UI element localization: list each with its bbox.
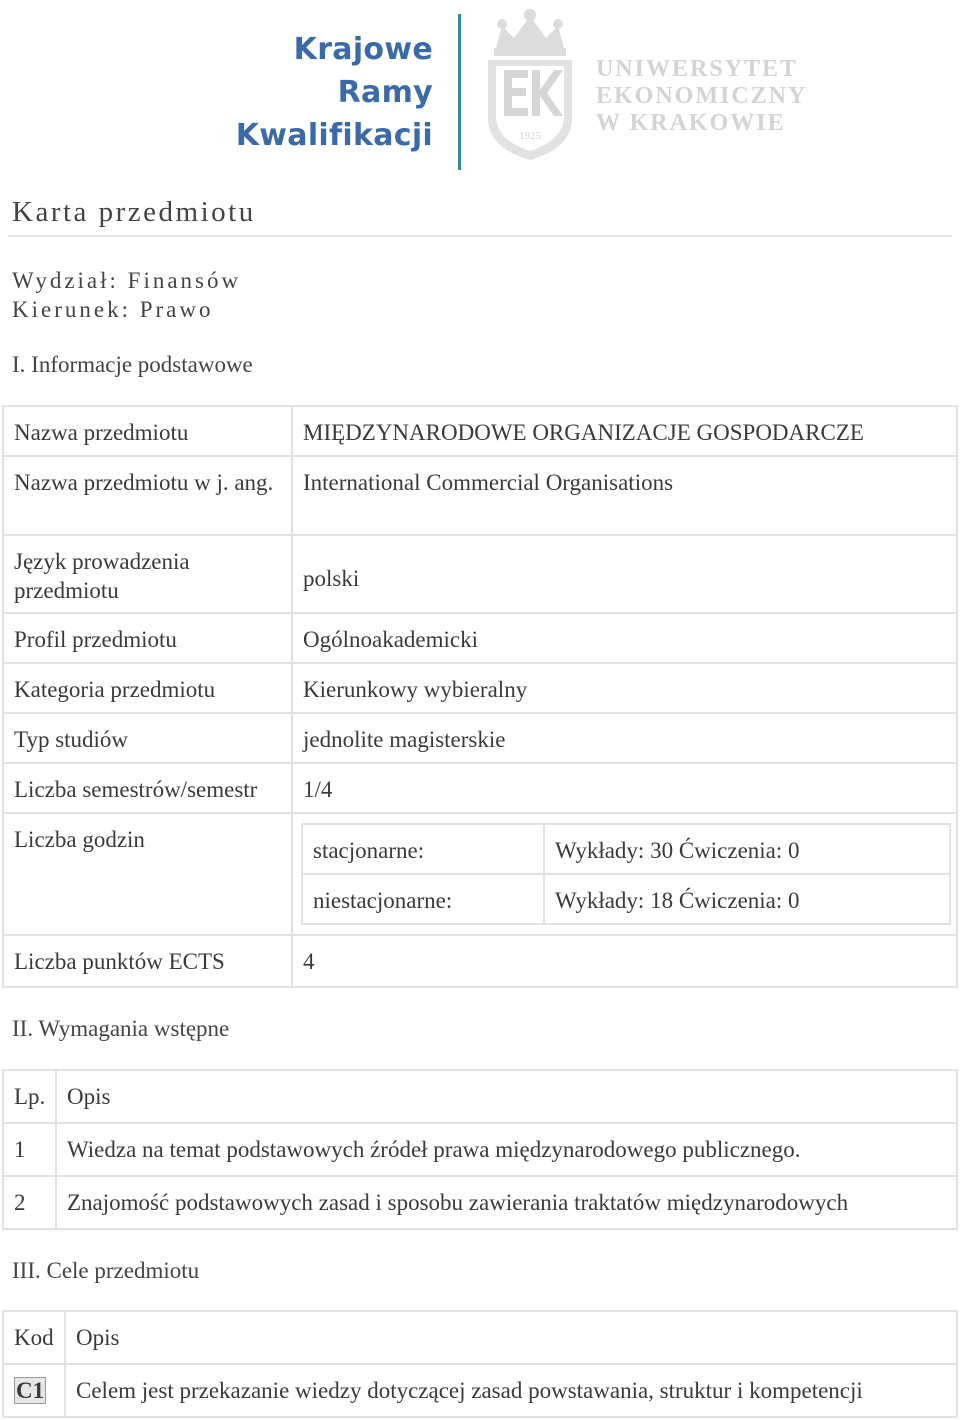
- uek-name: [596, 56, 807, 137]
- row-label: Nazwa przedmiotu: [3, 406, 292, 456]
- krk-logo-line: Kwalifikacji: [235, 118, 433, 153]
- goal-code-cell: [3, 1364, 65, 1417]
- row-label: Typ studiów: [3, 713, 292, 763]
- logo-divider: [458, 14, 461, 170]
- row-value: International Commercial Organisations: [292, 456, 957, 535]
- row-value: 4: [292, 935, 957, 987]
- column-header: Kod: [3, 1311, 65, 1364]
- krk-logo: [236, 28, 433, 157]
- row-label: Kategoria przedmiotu: [3, 663, 292, 713]
- row-value: MIĘDZYNARODOWE ORGANIZACJE GOSPODARCZE: [292, 406, 957, 456]
- row-value: 1/4: [292, 763, 957, 813]
- krk-logo-line: Krajowe: [293, 32, 433, 67]
- hours-table: [301, 823, 951, 925]
- faculty-info: [12, 266, 241, 324]
- row-label: Liczba punktów ECTS: [3, 935, 292, 987]
- table-row: [3, 713, 957, 763]
- basic-info-table: [2, 405, 958, 988]
- faculty-name: Wydział: Finansów: [12, 268, 242, 293]
- hours-row: [302, 824, 950, 874]
- column-header: Opis: [56, 1070, 957, 1123]
- krk-logo-line: Ramy: [337, 75, 433, 110]
- table-row: [3, 406, 957, 456]
- study-hours: Wykłady: 30 Ćwiczenia: 0: [544, 824, 950, 874]
- field-of-study: Kierunek: Prawo: [12, 297, 214, 322]
- hours-row: [302, 874, 950, 924]
- goals-table: [2, 1310, 958, 1418]
- section-requirements-heading: II. Wymagania wstępne: [12, 1016, 230, 1041]
- section-basic-info-heading: I. Informacje podstawowe: [12, 352, 253, 377]
- table-row: [3, 613, 957, 663]
- section-goals-heading: III. Cele przedmiotu: [12, 1258, 200, 1283]
- table-row: [3, 813, 957, 935]
- row-description: Wiedza na temat podstawowych źródeł prawa międzynarodowego publicznego.: [56, 1123, 957, 1176]
- row-label: Liczba godzin: [3, 813, 292, 935]
- row-label: Język prowadzenia przedmiotu: [3, 535, 292, 613]
- table-row: [3, 1176, 957, 1229]
- study-hours: Wykłady: 18 Ćwiczenia: 0: [544, 874, 950, 924]
- row-label: Profil przedmiotu: [3, 613, 292, 663]
- column-header: Opis: [65, 1311, 957, 1364]
- table-row: [3, 935, 957, 987]
- column-header: Lp.: [3, 1070, 56, 1123]
- row-value: [292, 813, 957, 935]
- row-label: Liczba semestrów/semestr: [3, 763, 292, 813]
- row-description: Celem jest przekazanie wiedzy dotyczącej zasad powstawania, struktur i kompetencji: [65, 1364, 957, 1417]
- table-row: [3, 456, 957, 535]
- page-title: Karta przedmiotu: [12, 196, 256, 228]
- title-divider: [8, 235, 952, 237]
- table-row: [3, 763, 957, 813]
- row-number: 2: [3, 1176, 56, 1229]
- requirements-table: [2, 1069, 958, 1230]
- row-value: jednolite magisterskie: [292, 713, 957, 763]
- goal-code: C1: [16, 1378, 45, 1403]
- study-mode: niestacjonarne:: [302, 874, 544, 924]
- table-row: [3, 535, 957, 613]
- uek-name-line: EKONOMICZNY: [596, 83, 808, 109]
- row-value: polski: [292, 535, 957, 613]
- row-label: Nazwa przedmiotu w j. ang.: [3, 456, 292, 535]
- row-value: Ogólnoakademicki: [292, 613, 957, 663]
- table-row: [3, 1123, 957, 1176]
- row-description: Znajomość podstawowych zasad i sposobu zawierania traktatów międzynarodowych: [56, 1176, 957, 1229]
- table-header-row: [3, 1311, 957, 1364]
- table-header-row: [3, 1070, 957, 1123]
- header-logos: [0, 0, 960, 185]
- table-row: [3, 1364, 957, 1417]
- row-value: Kierunkowy wybieralny: [292, 663, 957, 713]
- uek-name-line: UNIWERSYTET: [596, 56, 799, 82]
- emblem-year: 1925: [519, 130, 541, 142]
- study-mode: stacjonarne:: [302, 824, 544, 874]
- table-row: [3, 663, 957, 713]
- uek-name-line: W KRAKOWIE: [596, 110, 786, 136]
- row-number: 1: [3, 1123, 56, 1176]
- uek-emblem-icon: [478, 8, 583, 163]
